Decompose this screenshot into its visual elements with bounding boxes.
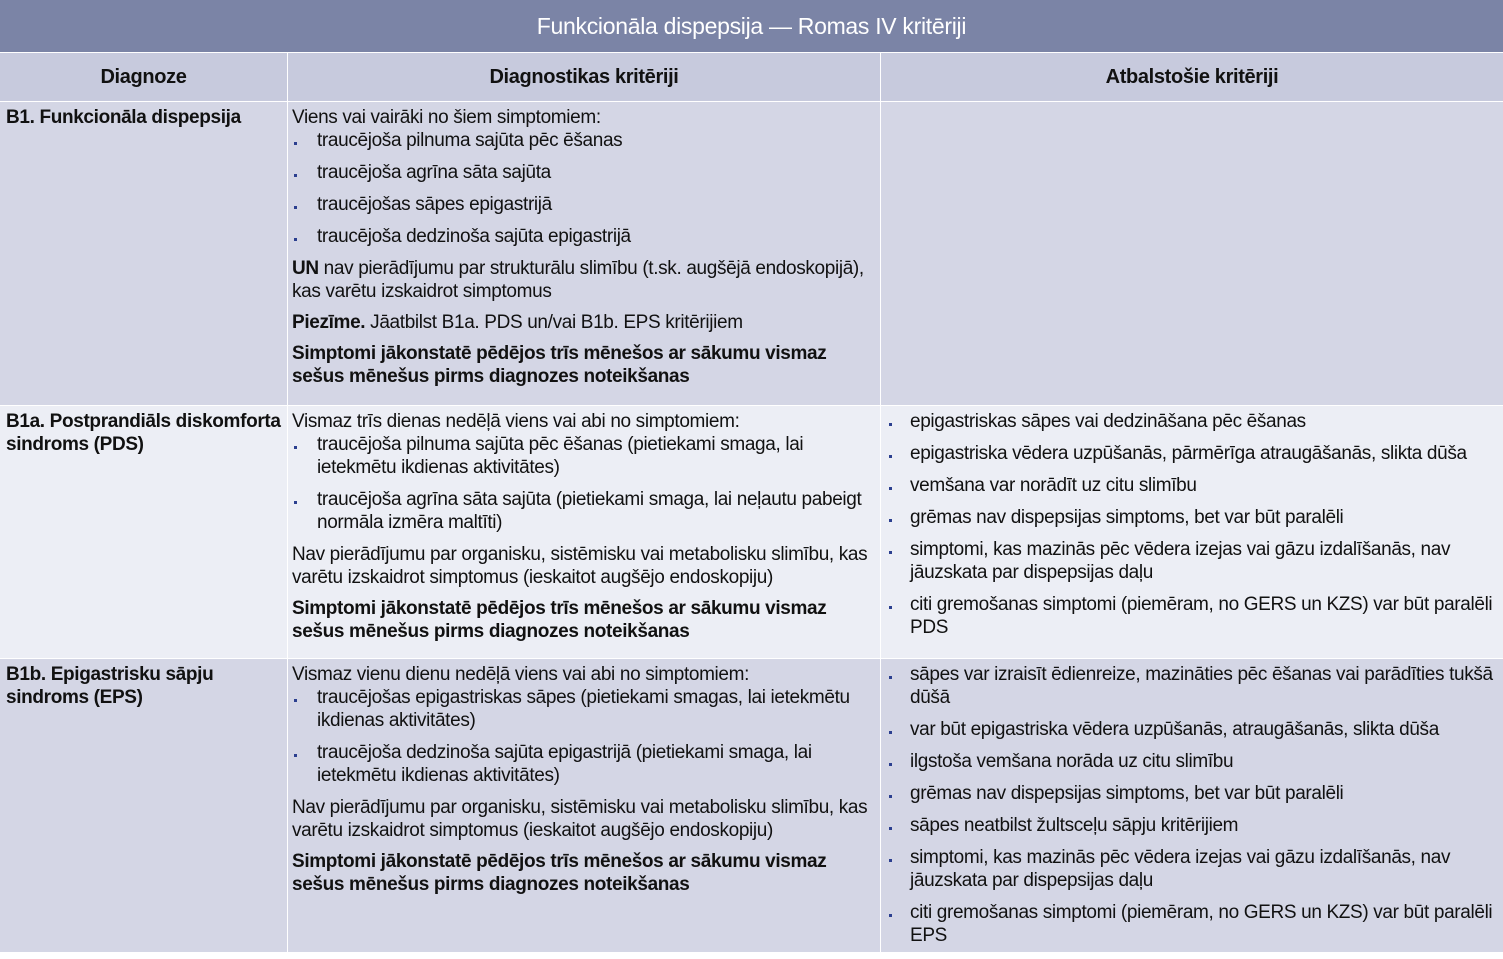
symptom-intro: Vismaz trīs dienas nedēļā viens vai abi no simptomiem: bbox=[292, 411, 740, 432]
bullet-icon bbox=[294, 206, 297, 209]
bullet-icon bbox=[294, 501, 297, 504]
bullet-icon bbox=[889, 827, 892, 830]
supporting-cell bbox=[881, 406, 1503, 659]
bullet-icon bbox=[889, 763, 892, 766]
table-title: Funkcionāla dispepsija — Romas IV kritēriji bbox=[0, 0, 1503, 53]
duration-paragraph: Simptomi jākonstatē pēdējos trīs mēnešos ar sākumu vismaz sešus mēnešus pirms diagnozes noteikšanas bbox=[292, 343, 827, 387]
bullet-icon bbox=[294, 174, 297, 177]
bullet-icon bbox=[889, 795, 892, 798]
diagnostic-cell bbox=[288, 406, 881, 659]
supporting-list bbox=[885, 410, 1499, 639]
diagnostic-cell bbox=[288, 102, 881, 405]
diagnosis-label: B1b. Epigastrisku sāpju sindroms (EPS) bbox=[6, 664, 214, 708]
symptom-intro: Vismaz vienu dienu nedēļā viens vai abi no simptomiem: bbox=[292, 664, 750, 685]
table-row bbox=[0, 102, 1503, 405]
list-item: vemšana var norādīt uz citu slimību bbox=[885, 474, 1499, 497]
bullet-icon bbox=[294, 238, 297, 241]
list-item: traucējoša agrīna sāta sajūta bbox=[292, 161, 876, 184]
list-item: grēmas nav dispepsijas simptoms, bet var būt paralēli bbox=[885, 782, 1499, 805]
symptom-list bbox=[292, 686, 876, 787]
and-paragraph: UN nav pierādījumu par strukturālu slimību (t.sk. augšējā endoskopijā), kas varētu izskaidrot simptomus bbox=[292, 258, 864, 302]
bullet-icon bbox=[889, 487, 892, 490]
supporting-cell bbox=[881, 102, 1503, 405]
bullet-icon bbox=[889, 551, 892, 554]
bullet-icon bbox=[889, 455, 892, 458]
list-item: traucējoša dedzinoša sajūta epigastrijā bbox=[292, 225, 876, 248]
header-supporting: Atbalstošie kritēriji bbox=[1105, 65, 1279, 88]
evidence-paragraph: Nav pierādījumu par organisku, sistēmisku vai metabolisku slimību, kas varētu izskaidrot simptomus (ieskaitot augšējo endoskopiju) bbox=[292, 544, 868, 588]
symptom-list bbox=[292, 129, 876, 248]
duration-paragraph: Simptomi jākonstatē pēdējos trīs mēnešos ar sākumu vismaz sešus mēnešus pirms diagnozes noteikšanas bbox=[292, 598, 827, 642]
list-item: traucējoša agrīna sāta sajūta (pietiekami smaga, lai neļautu pabeigt normāla izmēra maltīti) bbox=[292, 488, 876, 534]
list-item: traucējoša pilnuma sajūta pēc ēšanas bbox=[292, 129, 876, 152]
list-item: traucējošas sāpes epigastrijā bbox=[292, 193, 876, 216]
list-item: epigastriskas sāpes vai dedzināšana pēc ēšanas bbox=[885, 410, 1499, 433]
list-item: traucējošas epigastriskas sāpes (pietiekami smagas, lai ietekmētu ikdienas aktivitātes) bbox=[292, 686, 876, 732]
diagnosis-label: B1a. Postprandiāls diskomforta sindroms (PDS) bbox=[6, 411, 281, 455]
bullet-icon bbox=[889, 519, 892, 522]
bullet-icon bbox=[889, 914, 892, 917]
bullet-icon bbox=[889, 859, 892, 862]
bullet-icon bbox=[889, 606, 892, 609]
diagnostic-cell bbox=[288, 659, 881, 952]
header-row bbox=[0, 53, 1503, 102]
header-diagnostic: Diagnostikas kritēriji bbox=[288, 53, 881, 101]
bullet-icon bbox=[294, 699, 297, 702]
table-row bbox=[0, 658, 1503, 952]
list-item: epigastriska vēdera uzpūšanās, pārmērīga atraugāšanās, slikta dūša bbox=[885, 442, 1499, 465]
list-item: traucējoša dedzinoša sajūta epigastrijā (pietiekami smaga, lai ietekmētu ikdienas aktivitātes) bbox=[292, 741, 876, 787]
list-item: sāpes neatbilst žultsceļu sāpju kritērijiem bbox=[885, 814, 1499, 837]
duration-paragraph: Simptomi jākonstatē pēdējos trīs mēnešos ar sākumu vismaz sešus mēnešus pirms diagnozes noteikšanas bbox=[292, 851, 827, 895]
list-item: simptomi, kas mazinās pēc vēdera izejas vai gāzu izdalīšanās, nav jāuzskata par dispepsijas daļu bbox=[885, 538, 1499, 584]
list-item: simptomi, kas mazinās pēc vēdera izejas vai gāzu izdalīšanās, nav jāuzskata par dispepsijas daļu bbox=[885, 846, 1499, 892]
diagnosis-cell bbox=[0, 102, 288, 405]
supporting-list bbox=[885, 663, 1499, 947]
header-diagnosis: Diagnoze bbox=[0, 53, 288, 101]
bullet-icon bbox=[889, 676, 892, 679]
bullet-icon bbox=[294, 142, 297, 145]
symptom-list bbox=[292, 433, 876, 534]
evidence-paragraph: Nav pierādījumu par organisku, sistēmisku vai metabolisku slimību, kas varētu izskaidrot simptomus (ieskaitot augšējo endoskopiju) bbox=[292, 797, 868, 841]
list-item: grēmas nav dispepsijas simptoms, bet var būt paralēli bbox=[885, 506, 1499, 529]
list-item: sāpes var izraisīt ēdienreize, mazināties pēc ēšanas vai parādīties tukšā dūšā bbox=[885, 663, 1499, 709]
note-paragraph: Piezīme. Jāatbilst B1a. PDS un/vai B1b. EPS kritērijiem bbox=[292, 312, 743, 333]
list-item: var būt epigastriska vēdera uzpūšanās, atraugāšanās, slikta dūša bbox=[885, 718, 1499, 741]
supporting-cell bbox=[881, 659, 1503, 952]
bullet-icon bbox=[889, 423, 892, 426]
list-item: citi gremošanas simptomi (piemēram, no GERS un KZS) var būt paralēli EPS bbox=[885, 901, 1499, 947]
diagnosis-label: B1. Funkcionāla dispepsija bbox=[6, 107, 241, 128]
list-item: traucējoša pilnuma sajūta pēc ēšanas (pietiekami smaga, lai ietekmētu ikdienas aktivitātes) bbox=[292, 433, 876, 479]
bullet-icon bbox=[294, 754, 297, 757]
list-item: ilgstoša vemšana norāda uz citu slimību bbox=[885, 750, 1499, 773]
diagnosis-cell bbox=[0, 659, 288, 952]
symptom-intro: Viens vai vairāki no šiem simptomiem: bbox=[292, 107, 601, 128]
diagnosis-cell bbox=[0, 406, 288, 659]
table-row bbox=[0, 405, 1503, 659]
bullet-icon bbox=[294, 446, 297, 449]
list-item: citi gremošanas simptomi (piemēram, no GERS un KZS) var būt paralēli PDS bbox=[885, 593, 1499, 639]
bullet-icon bbox=[889, 731, 892, 734]
